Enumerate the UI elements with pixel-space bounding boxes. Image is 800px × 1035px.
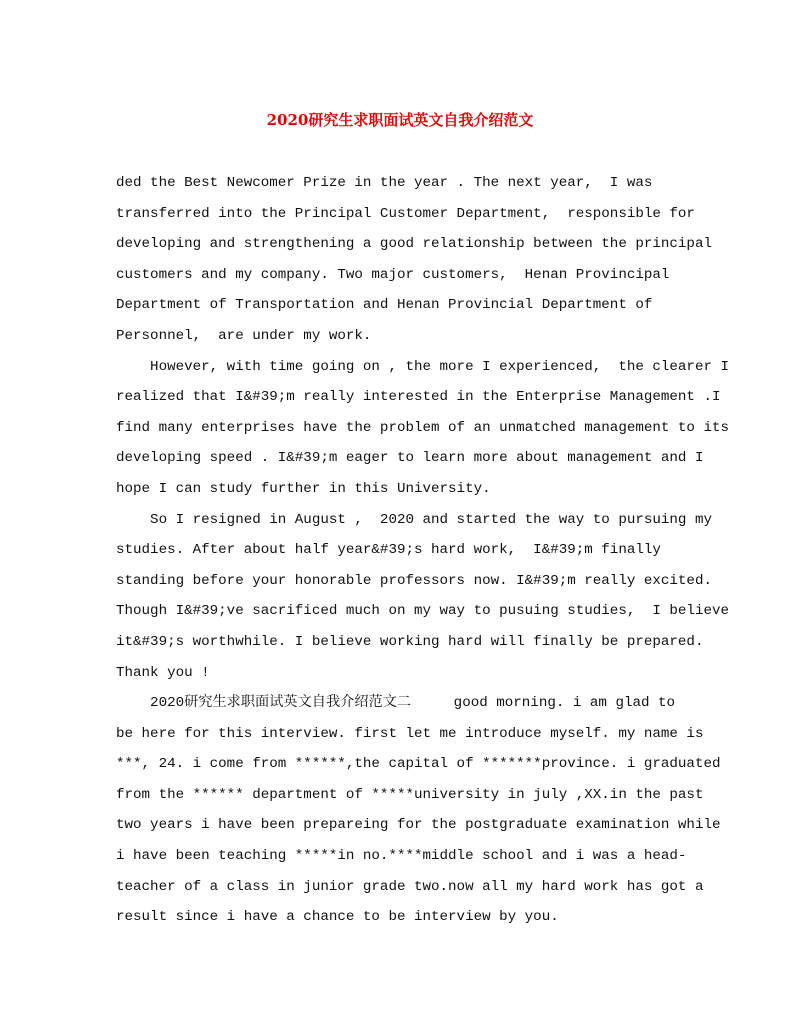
text-line: i have been teaching *****in no.****middle school and i was a head- xyxy=(116,848,687,865)
paragraph-3 xyxy=(116,505,729,689)
text-line: ***, 24. i come from ******,the capital of *******province. i graduated xyxy=(116,756,721,773)
text-line: So I resigned in August , 2020 and started the way to pursuing my xyxy=(116,511,712,528)
text-line: developing and strengthening a good relationship between the principal xyxy=(116,236,712,253)
text-line: hope I can study further in this University. xyxy=(116,480,491,497)
text-line: realized that I&#39;m really interested in the Enterprise Management .I xyxy=(116,389,721,406)
paragraph-1 xyxy=(116,168,712,352)
text-line: developing speed . I&#39;m eager to learn more about management and I xyxy=(116,450,704,467)
paragraph-2 xyxy=(116,352,729,505)
text-line: Thank you ! xyxy=(116,664,210,681)
text-line: ded the Best Newcomer Prize in the year . The next year, I was xyxy=(116,175,653,191)
document-body xyxy=(116,168,729,933)
text-line: be here for this interview. first let me introduce myself. my name is xyxy=(116,725,704,742)
text-line: 2020研究生求职面试英文自我介绍范文二 good morning. i am glad to xyxy=(116,695,676,712)
text-line: teacher of a class in junior grade two.now all my hard work has got a xyxy=(116,878,704,895)
text-line: Department of Transportation and Henan Provincial Department of xyxy=(116,297,653,314)
text-line: customers and my company. Two major customers, Henan Provincipal xyxy=(116,266,670,283)
text-line: studies. After about half year&#39;s hard work, I&#39;m finally xyxy=(116,542,661,559)
text-line: find many enterprises have the problem of an unmatched management to its xyxy=(116,419,729,436)
text-line: standing before your honorable professors now. I&#39;m really excited. xyxy=(116,572,712,589)
text-line: result since i have a chance to be interview by you. xyxy=(116,909,559,926)
text-line: from the ****** department of *****university in july ,XX.in the past xyxy=(116,786,704,803)
text-line: two years i have been prepareing for the postgraduate examination while xyxy=(116,817,721,834)
text-line: transferred into the Principal Customer Department, responsible for xyxy=(116,205,695,222)
text-line: it&#39;s worthwhile. I believe working hard will finally be prepared. xyxy=(116,633,704,650)
text-line: Though I&#39;ve sacrificed much on my way to pusuing studies, I believe xyxy=(116,603,729,620)
text-line: However, with time going on , the more I experienced, the clearer I xyxy=(116,358,729,375)
paragraph-4 xyxy=(116,688,721,933)
text-line: Personnel, are under my work. xyxy=(116,327,372,344)
document-title: 2020研究生求职面试英文自我介绍范文 xyxy=(266,111,534,129)
